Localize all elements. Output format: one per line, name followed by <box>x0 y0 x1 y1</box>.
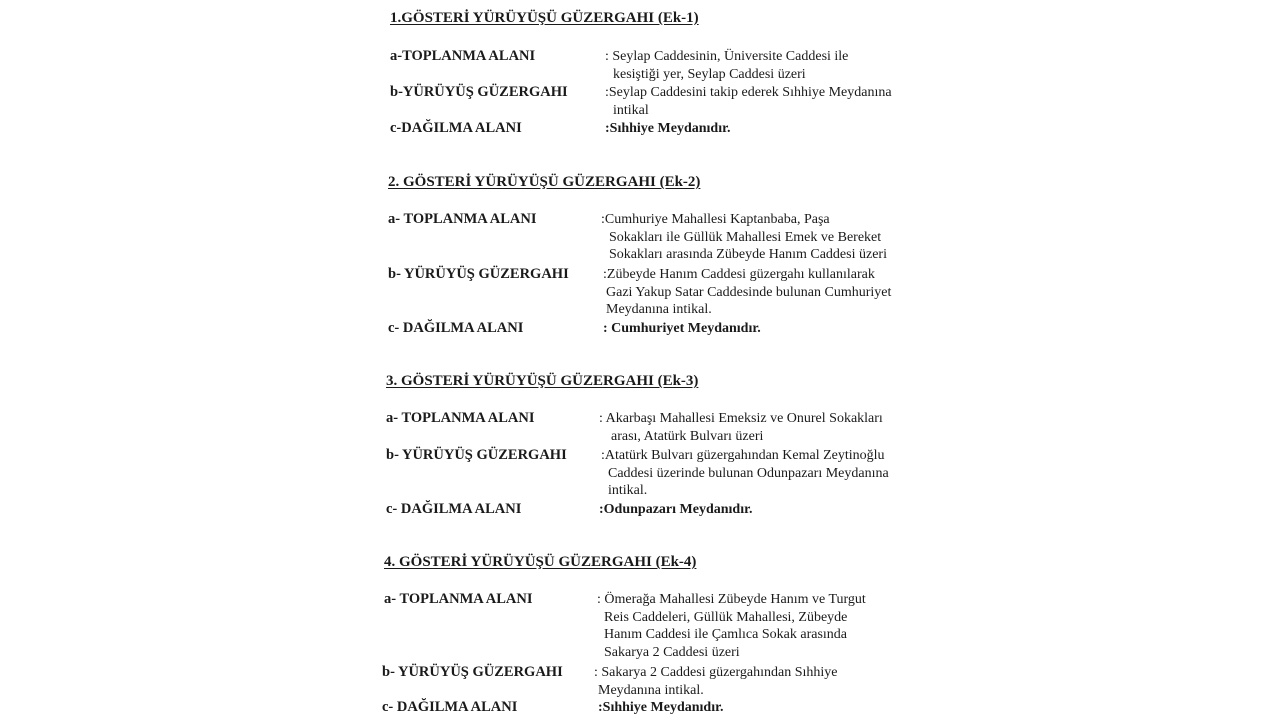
route-section-2 <box>388 174 968 336</box>
value-line: Meydanına intikal. <box>606 302 712 317</box>
row-value <box>605 120 935 138</box>
row-value <box>599 501 929 519</box>
row-label: c-DAĞILMA ALANI <box>390 120 522 136</box>
row-label: b-YÜRÜYÜŞ GÜZERGAHI <box>390 84 568 100</box>
value-line: :Zübeyde Hanım Caddesi güzergahı kullanılarak <box>603 267 875 282</box>
route-section-1 <box>390 10 970 136</box>
value-line: :Cumhuriye Mahallesi Kaptanbaba, Paşa <box>601 212 830 227</box>
row-value <box>601 211 931 264</box>
row-value <box>601 447 931 500</box>
value-line: : Cumhuriyet Meydanıdır. <box>603 321 761 336</box>
row-label: c- DAĞILMA ALANI <box>382 699 518 715</box>
value-line: : Ömerağa Mahallesi Zübeyde Hanım ve Turgut <box>597 592 866 607</box>
value-line: Sokakları arasında Zübeyde Hanım Caddesi üzeri <box>609 247 887 262</box>
value-line: : Seylap Caddesinin, Üniversite Caddesi ile <box>605 49 849 64</box>
row-label: b- YÜRÜYÜŞ GÜZERGAHI <box>386 447 567 463</box>
value-line: intikal. <box>608 483 648 498</box>
row-label: a- TOPLANMA ALANI <box>384 591 533 607</box>
value-line: :Sıhhiye Meydanıdır. <box>605 121 731 136</box>
row-label: a- TOPLANMA ALANI <box>388 211 537 227</box>
section-heading: 1.GÖSTERİ YÜRÜYÜŞÜ GÜZERGAHI (Ek-1) <box>390 10 699 26</box>
value-line: Meydanına intikal. <box>598 682 704 698</box>
value-line: Hanım Caddesi ile Çamlıca Sokak arasında <box>604 627 847 642</box>
row-value <box>603 266 933 319</box>
route-section-3 <box>386 373 966 517</box>
value-line: Caddesi üzerinde bulunan Odunpazarı Meydanına <box>608 465 889 481</box>
value-line: Sokakları ile Güllük Mahallesi Emek ve Bereket <box>609 229 882 245</box>
row-label: c- DAĞILMA ALANI <box>388 320 524 336</box>
row-label: c- DAĞILMA ALANI <box>386 501 522 517</box>
value-line: : Akarbaşı Mahallesi Emeksiz ve Onurel Sokakları <box>599 411 883 426</box>
value-line: : Sakarya 2 Caddesi güzergahından Sıhhiye <box>594 665 838 680</box>
value-line: :Seylap Caddesini takip ederek Sıhhiye Meydanına <box>605 85 892 100</box>
row-label: b- YÜRÜYÜŞ GÜZERGAHI <box>382 664 563 680</box>
value-line: :Atatürk Bulvarı güzergahından Kemal Zeytinoğlu <box>601 448 885 463</box>
row-value <box>597 591 927 661</box>
route-section-4 <box>382 554 964 715</box>
value-line: Reis Caddeleri, Güllük Mahallesi, Zübeyde <box>604 609 848 625</box>
section-heading: 3. GÖSTERİ YÜRÜYÜŞÜ GÜZERGAHI (Ek-3) <box>386 373 699 389</box>
value-line: :Odunpazarı Meydanıdır. <box>599 502 753 517</box>
row-value <box>605 48 935 83</box>
row-label: a-TOPLANMA ALANI <box>390 48 536 64</box>
value-line: Gazi Yakup Satar Caddesinde bulunan Cumhuriyet <box>606 284 892 300</box>
row-value <box>605 84 945 119</box>
row-value <box>599 410 929 445</box>
row-value <box>598 699 928 717</box>
row-label: b- YÜRÜYÜŞ GÜZERGAHI <box>388 266 569 282</box>
value-line: arası, Atatürk Bulvarı üzeri <box>611 428 764 444</box>
section-heading: 2. GÖSTERİ YÜRÜYÜŞÜ GÜZERGAHI (Ek-2) <box>388 174 701 190</box>
section-heading: 4. GÖSTERİ YÜRÜYÜŞÜ GÜZERGAHI (Ek-4) <box>384 554 697 570</box>
row-value <box>594 664 924 699</box>
value-line: kesiştiği yer, Seylap Caddesi üzeri <box>613 66 806 82</box>
value-line: :Sıhhiye Meydanıdır. <box>598 700 724 715</box>
value-line: intikal <box>613 102 649 118</box>
row-value <box>603 320 933 338</box>
value-line: Sakarya 2 Caddesi üzeri <box>604 644 740 660</box>
row-label: a- TOPLANMA ALANI <box>386 410 535 426</box>
